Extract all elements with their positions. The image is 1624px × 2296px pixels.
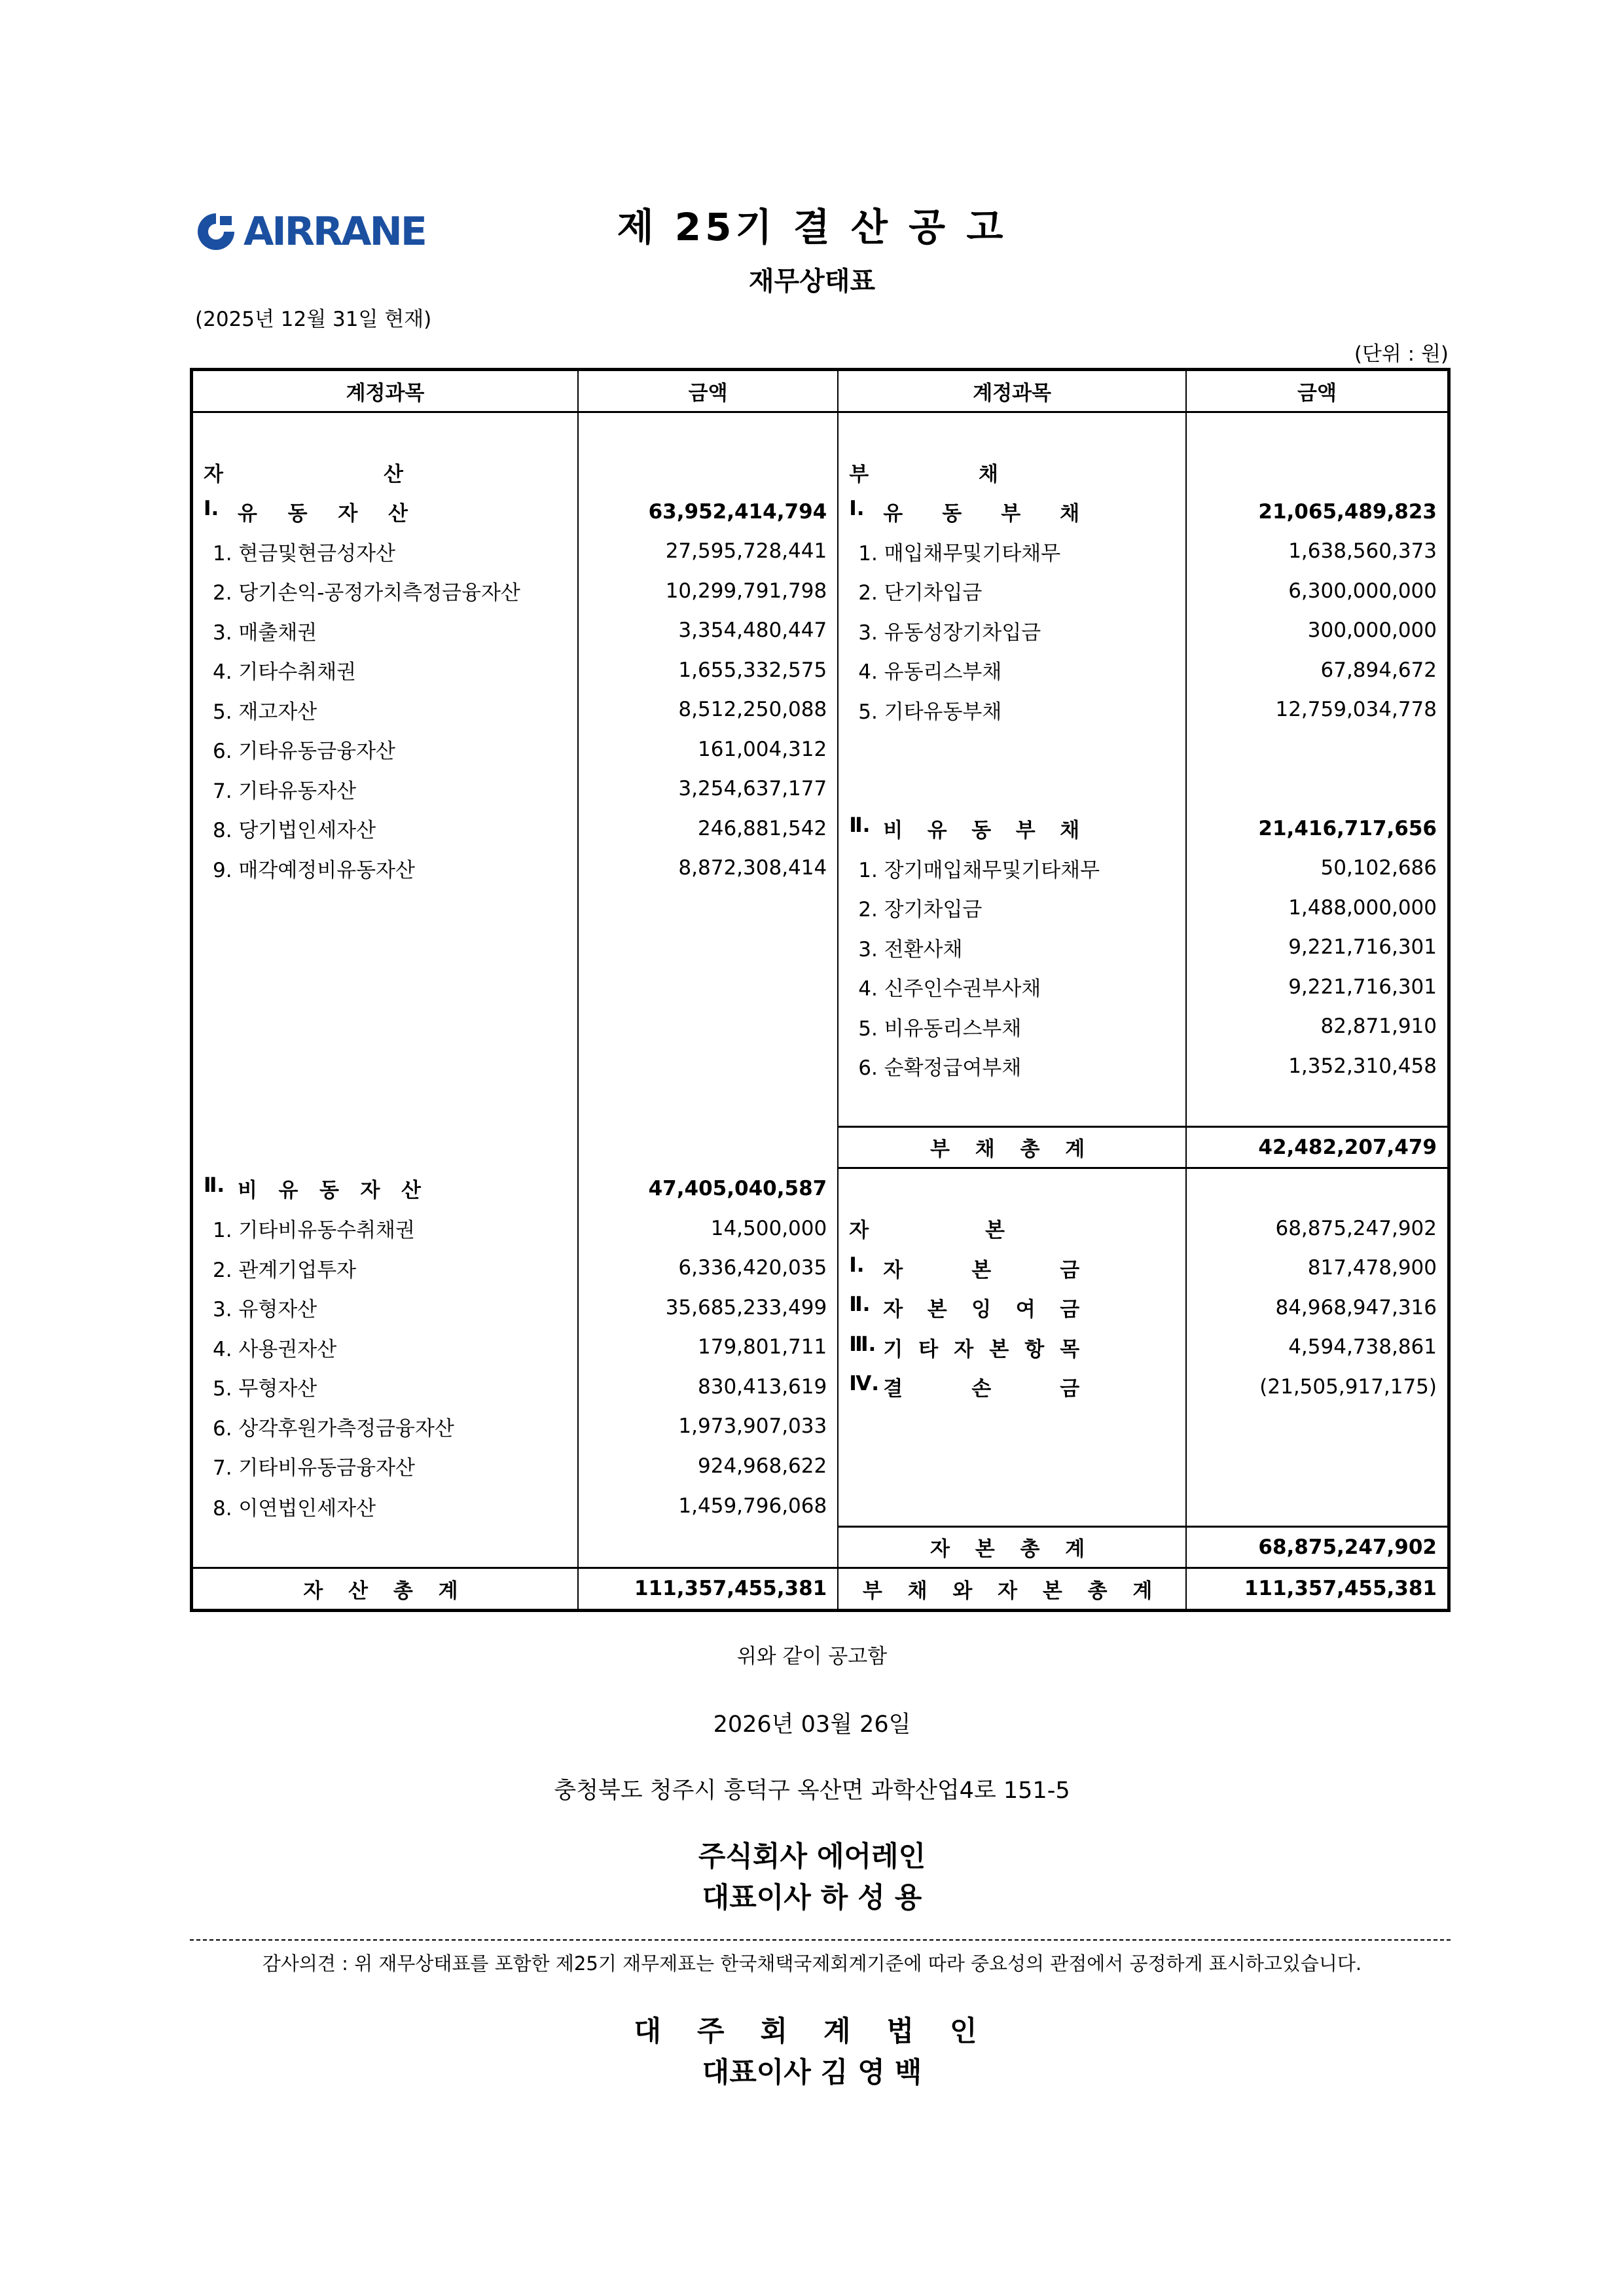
account-cell — [838, 412, 1186, 452]
equity-item-3-label-char: 본 — [989, 1337, 1009, 1361]
account-cell: 2. 관계기업투자 — [213, 1258, 357, 1282]
amount-cell — [1186, 1446, 1449, 1486]
account-cell: 7. 기타유동자산 — [213, 779, 357, 803]
amount-cell — [1186, 452, 1449, 492]
amount-cell — [578, 412, 838, 452]
amount-cell — [578, 927, 838, 967]
equity-item-4-label-char: 손 — [971, 1377, 992, 1401]
amount-cell: 9,221,716,301 — [1186, 927, 1449, 967]
table-row — [192, 1168, 1449, 1209]
account-cell — [192, 412, 579, 452]
account-cell: 5. 무형자산 — [213, 1377, 317, 1401]
amount-cell: 8,872,308,414 — [578, 848, 838, 888]
account-cell — [838, 1407, 1186, 1446]
account-cell — [838, 1288, 1186, 1328]
col-amount-header: 금액 — [578, 370, 838, 412]
amount-cell: 300,000,000 — [1186, 611, 1449, 651]
account-cell: 4. 사용권자산 — [213, 1337, 337, 1361]
divider — [190, 1939, 1451, 1941]
table-row — [192, 888, 1449, 928]
amount-cell: 1,638,560,373 — [1186, 531, 1449, 571]
account-cell — [838, 730, 1186, 770]
account-cell — [192, 888, 579, 928]
amount-cell — [1186, 769, 1449, 809]
account-cell — [192, 1047, 579, 1086]
amount-cell: 84,968,947,316 — [1186, 1288, 1449, 1328]
noncurrent-liabilities-heading-label-char: 부 — [1015, 819, 1036, 843]
amount-cell: 8,512,250,088 — [578, 690, 838, 730]
equity-item-1-label-char: 본 — [971, 1258, 992, 1282]
amount-cell — [578, 888, 838, 928]
assets-section-label — [204, 457, 567, 487]
noncurrent-liabilities-heading-label-char: 동 — [971, 819, 992, 843]
col-account-header: 계정과목 — [838, 370, 1186, 412]
amount-cell: 1,352,310,458 — [1186, 1047, 1449, 1086]
account-cell: 1. 현금및현금성자산 — [213, 541, 395, 565]
audit-opinion: 감사의견 : 위 재무상태표를 포함한 제25기 재무제표는 한국채택국제회계기준에 따라 중요성의 관점에서 공정하게 표시하고있습니다. — [262, 1952, 1362, 1975]
account-cell — [192, 1126, 579, 1168]
table-row — [192, 1486, 1449, 1526]
account-cell: 2. 장기차입금 — [838, 888, 1186, 928]
amount-cell: 21,065,489,823 — [1186, 492, 1449, 532]
amount-cell — [1186, 1168, 1449, 1209]
amount-cell: 35,685,233,499 — [578, 1288, 838, 1328]
account-cell — [192, 1526, 579, 1568]
notice-date: 2026년 03월 26일 — [713, 1712, 911, 1738]
equity-item-3-label — [883, 1333, 1079, 1362]
equity-item-2 — [849, 1293, 1175, 1322]
noncurrent-assets-heading-roman: Ⅱ. — [204, 1174, 225, 1197]
amount-cell — [578, 452, 838, 492]
total-liabilities-amount: 42,482,207,479 — [1186, 1126, 1449, 1168]
amount-cell — [578, 1007, 838, 1047]
amount-cell: 10,299,791,798 — [578, 571, 838, 611]
table-row — [192, 1288, 1449, 1328]
liabilities-section-label — [849, 457, 1175, 487]
amount-cell: 50,102,686 — [1186, 848, 1449, 888]
amount-cell: 1,655,332,575 — [578, 651, 838, 691]
table-row — [192, 927, 1449, 967]
amount-cell: 47,405,040,587 — [578, 1168, 838, 1209]
amount-cell — [578, 1047, 838, 1086]
balance-sheet-table — [190, 368, 1451, 1612]
account-cell: 5. 재고자산 — [213, 700, 317, 724]
current-assets-heading-label-char: 유 — [238, 502, 257, 526]
account-cell — [192, 1086, 579, 1126]
table-row — [192, 492, 1449, 532]
account-cell: 8. 당기법인세자산 — [213, 819, 376, 843]
amount-cell: (21,505,917,175) — [1186, 1367, 1449, 1407]
amount-cell — [1186, 1486, 1449, 1526]
noncurrent-assets-heading-label-char: 산 — [401, 1179, 421, 1202]
noncurrent-liabilities-heading — [849, 814, 1175, 843]
amount-cell: 1,459,796,068 — [578, 1486, 838, 1526]
amount-cell: 3,254,637,177 — [578, 769, 838, 809]
noncurrent-assets-heading-label-char: 자 — [360, 1179, 380, 1202]
account-cell: 5. 기타유동부채 — [838, 690, 1186, 730]
total-equity-label: 자 본 총 계 — [838, 1526, 1186, 1568]
company-ceo: 대표이사 하 성 용 — [702, 1882, 922, 1914]
amount-cell: 1,488,000,000 — [1186, 888, 1449, 928]
account-cell: 6. 상각후원가측정금융자산 — [213, 1416, 454, 1441]
account-cell: 1. 장기매입채무및기타채무 — [838, 848, 1186, 888]
as-of-date: (2025년 12월 31일 현재) — [195, 308, 432, 331]
table-row — [192, 848, 1449, 888]
table-row — [192, 1086, 1449, 1126]
account-cell — [838, 1486, 1186, 1526]
account-cell: 2. 단기차입금 — [838, 571, 1186, 611]
table-row — [192, 651, 1449, 691]
page-subtitle: 재무상태표 — [748, 266, 876, 296]
amount-cell: 830,413,619 — [578, 1367, 838, 1407]
assets-section-label-char: 자 — [204, 462, 223, 486]
account-cell — [838, 1248, 1186, 1288]
account-cell — [192, 1168, 579, 1209]
total-assets-label: 자 산 총 계 — [192, 1568, 579, 1611]
amount-cell: 3,354,480,447 — [578, 611, 838, 651]
table-row — [192, 1526, 1449, 1568]
equity-item-2-label-char: 여 — [1015, 1298, 1036, 1322]
col-amount-header: 금액 — [1186, 370, 1449, 412]
equity-item-3 — [849, 1333, 1175, 1362]
noncurrent-liabilities-heading-label-char: 비 — [883, 819, 903, 843]
auditor-ceo: 대표이사 김 영 백 — [702, 2056, 922, 2089]
account-cell: 7. 기타비유동금융자산 — [213, 1456, 415, 1480]
noncurrent-assets-heading-label-char: 비 — [238, 1179, 257, 1202]
noncurrent-liabilities-heading-roman: Ⅱ. — [849, 814, 871, 838]
current-liabilities-heading-label-char: 채 — [1060, 502, 1080, 526]
current-liabilities-heading — [849, 497, 1175, 526]
current-liabilities-heading-roman: Ⅰ. — [849, 497, 865, 521]
table-row — [192, 452, 1449, 492]
equity-section-label-char: 자 — [849, 1219, 869, 1243]
equity-item-3-roman: Ⅲ. — [849, 1332, 876, 1356]
equity-item-3-label-char: 목 — [1060, 1337, 1080, 1361]
table-row — [192, 531, 1449, 571]
table-header-row — [192, 370, 1449, 412]
noncurrent-liabilities-heading-label — [883, 814, 1079, 843]
equity-item-2-label-char: 잉 — [971, 1298, 992, 1322]
equity-item-1-label-char: 금 — [1060, 1258, 1080, 1282]
equity-item-1 — [849, 1253, 1175, 1283]
account-cell: 1. 기타비유동수취채권 — [213, 1219, 415, 1243]
table-row — [192, 1126, 1449, 1168]
account-cell: 1. 매입채무및기타채무 — [838, 531, 1186, 571]
amount-cell — [578, 1126, 838, 1168]
amount-cell: 21,416,717,656 — [1186, 809, 1449, 849]
equity-item-2-label-char: 본 — [927, 1298, 947, 1322]
account-cell: 4. 기타수취채권 — [213, 660, 357, 685]
noncurrent-assets-heading-label-char: 동 — [319, 1179, 339, 1202]
noncurrent-liabilities-heading-label-char: 채 — [1060, 819, 1080, 843]
amount-cell: 12,759,034,778 — [1186, 690, 1449, 730]
amount-cell — [1186, 1086, 1449, 1126]
equity-section-label — [849, 1213, 1175, 1243]
equity-item-1-label — [883, 1253, 1079, 1283]
account-cell: 5. 비유동리스부채 — [838, 1007, 1186, 1047]
total-liabilities-label: 부 채 총 계 — [838, 1126, 1186, 1168]
account-cell — [838, 1446, 1186, 1486]
amount-cell: 817,478,900 — [1186, 1248, 1449, 1288]
current-liabilities-heading-label-char: 유 — [883, 502, 903, 526]
table-row — [192, 611, 1449, 651]
equity-item-4-label — [883, 1372, 1079, 1401]
table-row — [192, 967, 1449, 1007]
amount-cell — [1186, 412, 1449, 452]
equity-item-4-label-char: 금 — [1060, 1377, 1080, 1401]
equity-item-2-label-char: 금 — [1060, 1298, 1080, 1322]
table-row — [192, 1446, 1449, 1486]
table-row — [192, 1327, 1449, 1367]
current-assets-heading-label-char: 동 — [287, 502, 308, 526]
assets-section-label-char: 산 — [384, 462, 403, 486]
amount-cell: 67,894,672 — [1186, 651, 1449, 691]
current-liabilities-heading-label — [883, 497, 1079, 526]
equity-item-2-roman: Ⅱ. — [849, 1293, 871, 1317]
noncurrent-assets-heading — [204, 1174, 567, 1203]
equity-item-3-label-char: 타 — [918, 1337, 939, 1361]
amount-cell: 1,973,907,033 — [578, 1407, 838, 1446]
equity-item-3-label-char: 기 — [883, 1337, 903, 1361]
liabilities-section-label-char: 부 — [849, 462, 869, 486]
noncurrent-assets-heading-label-char: 유 — [278, 1179, 298, 1202]
company-name: 주식회사 에어레인 — [698, 1840, 926, 1873]
amount-cell: 9,221,716,301 — [1186, 967, 1449, 1007]
total-liabilities-equity-label: 부 채 와 자 본 총 계 — [838, 1568, 1186, 1611]
account-cell: 6. 순확정급여부채 — [838, 1047, 1186, 1086]
current-liabilities-heading-label-char: 동 — [942, 502, 962, 526]
amount-cell: 14,500,000 — [578, 1209, 838, 1249]
equity-item-4 — [849, 1372, 1175, 1401]
table-row — [192, 769, 1449, 809]
account-cell: 9. 매각예정비유동자산 — [213, 858, 415, 882]
account-cell — [192, 927, 579, 967]
account-cell — [838, 1367, 1186, 1407]
account-cell — [838, 492, 1186, 532]
amount-cell — [578, 1086, 838, 1126]
current-assets-heading — [204, 497, 567, 526]
noncurrent-liabilities-heading-label-char: 유 — [927, 819, 947, 843]
amount-cell — [578, 1526, 838, 1568]
current-assets-heading-label — [238, 497, 408, 526]
amount-cell: 161,004,312 — [578, 730, 838, 770]
account-cell: 3. 유형자산 — [213, 1298, 317, 1322]
account-cell — [838, 809, 1186, 849]
equity-item-3-label-char: 항 — [1024, 1337, 1045, 1361]
account-cell — [192, 452, 579, 492]
col-account-header: 계정과목 — [192, 370, 579, 412]
equity-item-4-roman: Ⅳ. — [849, 1372, 880, 1396]
account-cell — [838, 1168, 1186, 1209]
account-cell — [838, 1209, 1186, 1249]
table-row — [192, 1407, 1449, 1446]
current-assets-heading-roman: Ⅰ. — [204, 497, 219, 521]
account-cell: 3. 유동성장기차입금 — [838, 611, 1186, 651]
table-row — [192, 571, 1449, 611]
current-assets-heading-label-char: 산 — [388, 502, 408, 526]
amount-cell: 68,875,247,902 — [1186, 1209, 1449, 1249]
account-cell: 4. 유동리스부채 — [838, 651, 1186, 691]
equity-section-label-char: 본 — [985, 1219, 1005, 1243]
equity-item-2-label-char: 자 — [883, 1298, 903, 1322]
account-cell — [838, 1327, 1186, 1367]
account-cell — [192, 1007, 579, 1047]
company-address: 충청북도 청주시 흥덕구 옥산면 과학산업4로 151-5 — [554, 1778, 1070, 1804]
table-row — [192, 1367, 1449, 1407]
amount-cell: 6,300,000,000 — [1186, 571, 1449, 611]
amount-cell: 82,871,910 — [1186, 1007, 1449, 1047]
noncurrent-assets-heading-label — [238, 1174, 421, 1203]
account-cell — [192, 492, 579, 532]
current-assets-heading-label-char: 자 — [338, 502, 358, 526]
account-cell: 6. 기타유동금융자산 — [213, 740, 395, 764]
table-row — [192, 690, 1449, 730]
account-cell: 3. 전환사채 — [838, 927, 1186, 967]
unit-label: (단위 : 원) — [1354, 342, 1449, 366]
amount-cell — [578, 967, 838, 1007]
table-row — [192, 809, 1449, 849]
amount-cell: 179,801,711 — [578, 1327, 838, 1367]
table-row — [192, 1568, 1449, 1611]
amount-cell — [1186, 1407, 1449, 1446]
amount-cell: 63,952,414,794 — [578, 492, 838, 532]
notice-text: 위와 같이 공고함 — [736, 1645, 888, 1668]
equity-item-2-label — [883, 1293, 1079, 1322]
table-row — [192, 1047, 1449, 1086]
account-cell — [838, 1086, 1186, 1126]
amount-cell: 27,595,728,441 — [578, 531, 838, 571]
table-row — [192, 730, 1449, 770]
account-cell — [192, 967, 579, 1007]
account-cell — [838, 769, 1186, 809]
equity-item-3-label-char: 자 — [954, 1337, 974, 1361]
auditor-name: 대 주 회 계 법 인 — [634, 2015, 990, 2048]
equity-item-1-roman: Ⅰ. — [849, 1253, 865, 1277]
amount-cell: 246,881,542 — [578, 809, 838, 849]
total-assets-amount: 111,357,455,381 — [578, 1568, 838, 1611]
table-row — [192, 1209, 1449, 1249]
table-row — [192, 412, 1449, 452]
account-cell: 4. 신주인수권부사채 — [838, 967, 1186, 1007]
account-cell: 3. 매출채권 — [213, 620, 317, 645]
table-row — [192, 1007, 1449, 1047]
liabilities-section-label-char: 채 — [979, 462, 998, 486]
equity-item-4-label-char: 결 — [883, 1377, 903, 1401]
total-liabilities-equity-amount: 111,357,455,381 — [1186, 1568, 1449, 1611]
amount-cell — [1186, 730, 1449, 770]
table-row — [192, 1248, 1449, 1288]
logo-wordmark: AIRRANE — [244, 209, 425, 255]
current-liabilities-heading-label-char: 부 — [1001, 502, 1021, 526]
page-title: 제 25기 결 산 공 고 — [617, 205, 1007, 249]
account-cell: 8. 이연법인세자산 — [213, 1496, 376, 1520]
account-cell — [838, 452, 1186, 492]
amount-cell: 4,594,738,861 — [1186, 1327, 1449, 1367]
equity-item-1-label-char: 자 — [883, 1258, 903, 1282]
amount-cell: 6,336,420,035 — [578, 1248, 838, 1288]
account-cell: 2. 당기손익-공정가치측정금융자산 — [213, 581, 520, 605]
total-equity-amount: 68,875,247,902 — [1186, 1526, 1449, 1568]
amount-cell: 924,968,622 — [578, 1446, 838, 1486]
